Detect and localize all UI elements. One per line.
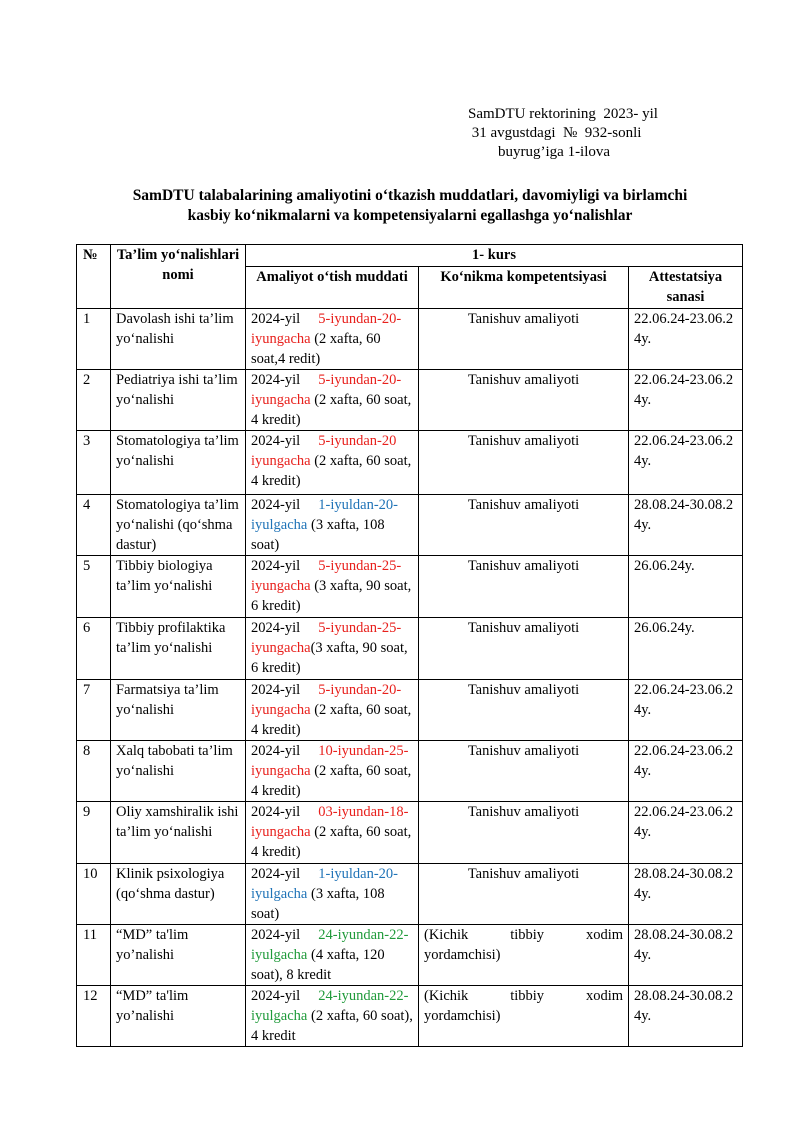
- row-attestation: 28.08.24-30.08.24y.: [629, 986, 743, 1047]
- period-details: (3 xafta, 90 soat, 6 kredit): [251, 640, 408, 676]
- row-direction: Farmatsiya ta’lim yo‘nalishi: [111, 680, 246, 741]
- row-direction: “MD” ta'lim yo’nalishi: [111, 986, 246, 1047]
- row-period: [246, 556, 419, 618]
- period-dates: 5-iyundan-20-iyungacha: [251, 682, 402, 718]
- period-dates: 5-iyundan-20-iyungacha: [251, 372, 402, 408]
- row-attestation: 22.06.24-23.06.24y.: [629, 309, 743, 370]
- period-details: (3 xafta, 90 soat, 6 kredit): [251, 578, 412, 614]
- practice-schedule-table: [76, 244, 743, 1047]
- row-number: 6: [77, 618, 111, 680]
- period-year: 2024-yil: [251, 682, 301, 698]
- row-skill: Tanishuv amaliyoti: [419, 864, 629, 925]
- row-skill: Tanishuv amaliyoti: [419, 495, 629, 556]
- period-dates: 1-iyuldan-20- iyulgacha: [251, 866, 398, 902]
- row-period: [246, 495, 419, 556]
- period-details: (4 xafta, 120 soat), 8 kredit: [251, 947, 385, 983]
- row-period: [246, 618, 419, 680]
- period-dates: 03-iyundan-18-iyungacha: [251, 804, 409, 840]
- table-row: [77, 495, 743, 556]
- period-year: 2024-yil: [251, 497, 301, 513]
- row-attestation: 22.06.24-23.06.24y.: [629, 802, 743, 864]
- row-skill: Tanishuv amaliyoti: [419, 618, 629, 680]
- annex-note-line: SamDTU rektorining 2023- yil: [468, 106, 658, 122]
- row-skill: Tanishuv amaliyoti: [419, 556, 629, 618]
- header-skill: Ko‘nikma kompetentsiyasi: [419, 267, 629, 309]
- period-details: (2 xafta, 60 soat, 4 kredit): [251, 763, 412, 799]
- row-number: 2: [77, 370, 111, 431]
- row-direction: Tibbiy biologiya ta’lim yo‘nalishi: [111, 556, 246, 618]
- period-details: (2 xafta, 60 soat, 4 kredit): [251, 392, 412, 428]
- row-direction: Pediatriya ishi ta’lim yo‘nalishi: [111, 370, 246, 431]
- row-direction: Klinik psixologiya (qo‘shma dastur): [111, 864, 246, 925]
- row-skill: Tanishuv amaliyoti: [419, 741, 629, 802]
- annex-note-line: 31 avgustdagi № 932-sonli: [468, 125, 642, 141]
- row-attestation: 28.08.24-30.08.24y.: [629, 495, 743, 556]
- period-details: (2 xafta, 60 soat, 4 kredit): [251, 702, 412, 738]
- title-line: kasbiy ko‘nikmalarni va kompetensiyalarni egallashga yo‘nalishlar: [187, 207, 633, 224]
- table-row: [77, 925, 743, 986]
- period-dates: 5-iyundan-20 iyungacha: [251, 433, 397, 469]
- period-year: 2024-yil: [251, 311, 301, 327]
- table-row: [77, 370, 743, 431]
- period-dates: 24-iyundan-22-iyulgacha: [251, 988, 409, 1024]
- table-row: [77, 680, 743, 741]
- row-skill: Tanishuv amaliyoti: [419, 431, 629, 495]
- row-direction: Stomatologiya ta’lim yo‘nalishi (qo‘shma dastur): [111, 495, 246, 556]
- row-skill: (Kichik tibbiy xodim yordamchisi): [419, 986, 629, 1047]
- table-row: [77, 309, 743, 370]
- row-number: 12: [77, 986, 111, 1047]
- row-period: [246, 680, 419, 741]
- period-dates: 5-iyundan-25-iyungacha: [251, 620, 402, 656]
- period-details: (2 xafta, 60 soat, 4 kredit): [251, 824, 412, 860]
- row-number: 11: [77, 925, 111, 986]
- period-details: (2 xafta, 60 soat,4 redit): [251, 331, 381, 367]
- document-title: [80, 186, 740, 226]
- header-attestation: Attestatsiya sanasi: [629, 267, 743, 309]
- period-year: 2024-yil: [251, 988, 301, 1004]
- row-period: [246, 741, 419, 802]
- row-direction: Stomatologiya ta’lim yo‘nalishi: [111, 431, 246, 495]
- period-year: 2024-yil: [251, 372, 301, 388]
- row-skill: Tanishuv amaliyoti: [419, 309, 629, 370]
- table-row: [77, 431, 743, 495]
- row-attestation: 22.06.24-23.06.24y.: [629, 370, 743, 431]
- row-number: 8: [77, 741, 111, 802]
- row-direction: Davolash ishi ta’lim yo‘nalishi: [111, 309, 246, 370]
- row-direction: Tibbiy profilaktika ta’lim yo‘nalishi: [111, 618, 246, 680]
- period-year: 2024-yil: [251, 927, 301, 943]
- header-direction: Ta’lim yo‘nalishlari nomi: [111, 245, 246, 309]
- period-details: (3 xafta, 108 soat): [251, 517, 385, 553]
- table-row: [77, 618, 743, 680]
- row-number: 10: [77, 864, 111, 925]
- table-row: [77, 986, 743, 1047]
- row-skill: (Kichik tibbiy xodim yordamchisi): [419, 925, 629, 986]
- header-number: №: [77, 245, 111, 309]
- annex-note: [468, 105, 768, 162]
- row-period: [246, 370, 419, 431]
- table-row: [77, 741, 743, 802]
- period-dates: 1-iyuldan-20- iyulgacha: [251, 497, 398, 533]
- period-year: 2024-yil: [251, 558, 301, 574]
- period-year: 2024-yil: [251, 804, 301, 820]
- period-dates: 10-iyundan-25-iyungacha: [251, 743, 409, 779]
- annex-note-line: buyrug’iga 1-ilova: [468, 144, 611, 160]
- table-row: [77, 864, 743, 925]
- row-attestation: 26.06.24y.: [629, 556, 743, 618]
- table-row: [77, 802, 743, 864]
- period-year: 2024-yil: [251, 866, 301, 882]
- row-period: [246, 309, 419, 370]
- row-attestation: 22.06.24-23.06.24y.: [629, 741, 743, 802]
- row-attestation: 22.06.24-23.06.24y.: [629, 431, 743, 495]
- period-dates: 5-iyundan-20-iyungacha: [251, 311, 402, 347]
- row-skill: Tanishuv amaliyoti: [419, 802, 629, 864]
- row-attestation: 26.06.24y.: [629, 618, 743, 680]
- period-year: 2024-yil: [251, 433, 301, 449]
- row-direction: “MD” ta'lim yo’nalishi: [111, 925, 246, 986]
- period-details: (2 xafta, 60 soat, 4 kredit): [251, 453, 412, 489]
- period-dates: 24-iyundan-22-iyulgacha: [251, 927, 409, 963]
- table-row: [77, 556, 743, 618]
- row-period: [246, 925, 419, 986]
- period-year: 2024-yil: [251, 620, 301, 636]
- row-direction: Xalq tabobati ta’lim yo‘nalishi: [111, 741, 246, 802]
- row-period: [246, 431, 419, 495]
- row-number: 1: [77, 309, 111, 370]
- row-skill: Tanishuv amaliyoti: [419, 370, 629, 431]
- table-body: [77, 309, 743, 1047]
- row-period: [246, 802, 419, 864]
- row-number: 7: [77, 680, 111, 741]
- row-number: 3: [77, 431, 111, 495]
- row-attestation: 28.08.24-30.08.24y.: [629, 925, 743, 986]
- period-details: (2 xafta, 60 soat), 4 kredit: [251, 1008, 413, 1044]
- row-period: [246, 986, 419, 1047]
- row-skill: Tanishuv amaliyoti: [419, 680, 629, 741]
- period-dates: 5-iyundan-25-iyungacha: [251, 558, 402, 594]
- header-course: 1- kurs: [246, 245, 743, 267]
- period-year: 2024-yil: [251, 743, 301, 759]
- header-period: Amaliyot o‘tish muddati: [246, 267, 419, 309]
- row-number: 4: [77, 495, 111, 556]
- row-number: 9: [77, 802, 111, 864]
- row-period: [246, 864, 419, 925]
- period-details: (3 xafta, 108 soat): [251, 886, 385, 922]
- row-number: 5: [77, 556, 111, 618]
- row-attestation: 28.08.24-30.08.24y.: [629, 864, 743, 925]
- row-attestation: 22.06.24-23.06.24y.: [629, 680, 743, 741]
- title-line: SamDTU talabalarining amaliyotini o‘tkazish muddatlari, davomiyligi va birlamchi: [132, 187, 688, 204]
- row-direction: Oliy xamshiralik ishi ta’lim yo‘nalishi: [111, 802, 246, 864]
